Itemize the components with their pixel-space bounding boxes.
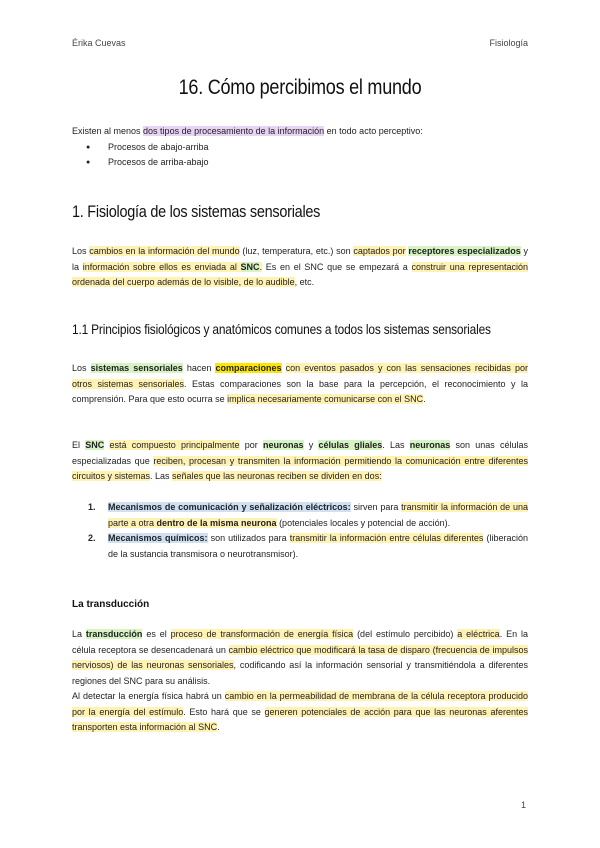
section-1-1-paragraph-1: Los sistemas sensoriales hacen comparaciones con eventos pasados y con las sensaciones recibidas por otros sistemas sensoriales. Estas comparaciones son la base para la percepción, el reconocimiento y la comprensión. Para que esto ocurra se implica necesariamente comunicarse con el SNC. (72, 363, 528, 404)
transduction-paragraph-2: Al detectar la energía física habrá un cambio en la permeabilidad de membrana de la célula receptora producido por la energía del estímulo. Esto hará que se generen potenciales de acción para que las neuronas aferentes transporten esta información al SNC. (72, 691, 529, 732)
section-1-1-heading-wrap (72, 322, 528, 338)
intro-bullet-list (72, 140, 528, 171)
transduction-paragraph-1: La transducción es el proceso de transformación de energía física (del estímulo percibido) a eléctrica. En la célula receptora se desencadenará un cambio eléctrico que modificará la tasa de disparo (frecuencia de impulsos nerviosos) de las neuronas sensoriales, codificando así la información sensorial y transmitiéndola a diferentes regiones del SNC para su análisis. (72, 629, 529, 686)
header-subject: Fisiología (489, 38, 528, 48)
page-number: 1 (520, 800, 526, 810)
list-item: ● Procesos de arriba-abajo (72, 155, 528, 171)
section-1-1-paragraph-2: El SNC está compuesto principalmente por neuronas y células gliales. Las neuronas son unas células especializadas que reciben, procesan y transmiten la información permitiendo la comunicación entre diferentes circuitos y sistemas. Las señales que las neuronas reciben se dividen en dos: (72, 440, 529, 481)
signal-types-list-wrap (72, 500, 528, 562)
page-header (72, 38, 528, 52)
section-1-heading: 1. Fisiología de los sistemas sensoriales (72, 202, 321, 221)
intro-paragraph (72, 124, 528, 171)
section-1-1-heading: 1.1 Principios fisiológicos y anatómicos comunes a todos los sistemas sensoriales (72, 321, 491, 337)
transduction-heading: La transducción (72, 599, 150, 610)
list-item: ● Procesos de abajo-arriba (72, 140, 528, 156)
document-title: 16. Cómo percibimos el mundo (178, 76, 422, 99)
section-1-heading-wrap (72, 204, 528, 220)
transduction-heading-wrap (72, 597, 528, 613)
list-item: 1. Mecanismos de comunicación y señalización eléctricos: sirven para transmitir la información de una parte a otra dentro de la misma neurona (potenciales locales y potencial de acción). (88, 502, 528, 528)
list-item: 2. Mecanismos químicos: son utilizados para transmitir la información entre células diferentes (liberación de la sustancia transmisora o neurotransmisor). (88, 533, 528, 559)
intro-text: Existen al menos dos tipos de procesamiento de la información en todo acto perceptivo: (72, 126, 423, 136)
section-1-paragraph: Los cambios en la información del mundo (luz, temperatura, etc.) son captados por receptores especializados y la información sobre ellos es enviada al SNC. Es en el SNC que se empezará a construir una representación ordenada del cuerpo además de lo visible, de lo audible, etc. (72, 246, 528, 287)
header-author: Érika Cuevas (72, 38, 126, 48)
signal-types-list (72, 500, 528, 562)
